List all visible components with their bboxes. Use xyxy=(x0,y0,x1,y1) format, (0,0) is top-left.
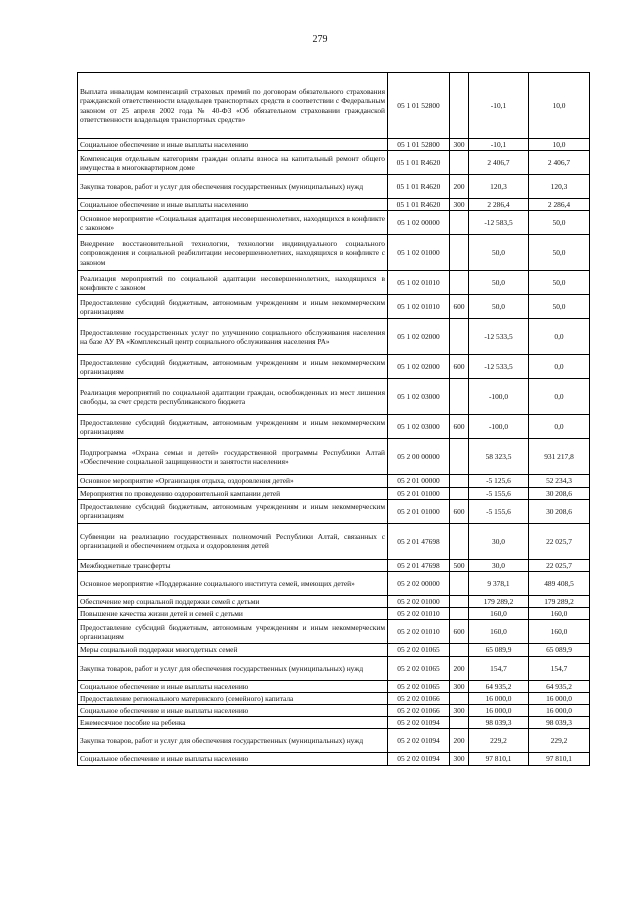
row-value-2: 179 289,2 xyxy=(529,596,590,608)
row-name: Социальное обеспечение и иные выплаты населению xyxy=(78,199,388,211)
row-expense-type: 600 xyxy=(450,295,469,319)
budget-table xyxy=(77,72,590,766)
row-name: Реализация мероприятий по социальной адаптации граждан, освобожденных из мест лишения свободы, за счет средств республиканского бюджета xyxy=(78,379,388,415)
row-expense-type xyxy=(450,608,469,620)
row-name: Социальное обеспечение и иные выплаты населению xyxy=(78,680,388,692)
row-value-2: 50,0 xyxy=(529,211,590,235)
row-code: 05 1 02 03000 xyxy=(388,379,450,415)
table-row xyxy=(78,73,590,139)
row-expense-type: 600 xyxy=(450,415,469,439)
row-expense-type: 600 xyxy=(450,499,469,523)
row-value-1: 50,0 xyxy=(469,295,529,319)
row-name: Социальное обеспечение и иные выплаты населению xyxy=(78,753,388,765)
row-expense-type xyxy=(450,475,469,487)
row-value-2: 10,0 xyxy=(529,139,590,151)
row-value-1: 2 286,4 xyxy=(469,199,529,211)
row-name: Мероприятия по проведению оздоровительной кампании детей xyxy=(78,487,388,499)
row-code: 05 2 02 01010 xyxy=(388,608,450,620)
row-value-1: 98 039,3 xyxy=(469,717,529,729)
row-expense-type xyxy=(450,235,469,271)
row-expense-type xyxy=(450,717,469,729)
row-expense-type xyxy=(450,379,469,415)
table-row xyxy=(78,415,590,439)
row-value-1: 64 935,2 xyxy=(469,680,529,692)
table-row xyxy=(78,139,590,151)
row-name: Основное мероприятие «Организация отдыха, оздоровления детей» xyxy=(78,475,388,487)
row-value-1: -10,1 xyxy=(469,73,529,139)
row-value-2: 30 208,6 xyxy=(529,487,590,499)
row-name: Компенсация отдельным категориям граждан оплаты взноса на капитальный ремонт общего имущества в многоквартирном доме xyxy=(78,151,388,175)
row-value-2: 2 286,4 xyxy=(529,199,590,211)
table-row xyxy=(78,729,590,753)
table-row xyxy=(78,705,590,717)
row-name: Субвенции на реализацию государственных полномочий Республики Алтай, связанных с организацией и обеспечением отдыха и оздоровления детей xyxy=(78,523,388,559)
row-value-1: 30,0 xyxy=(469,523,529,559)
row-name: Меры социальной поддержки многодетных семей xyxy=(78,644,388,656)
row-code: 05 2 02 01065 xyxy=(388,644,450,656)
row-name: Внедрение восстановительной технологии, технологии индивидуального социального сопровождения и социальной реабилитации несовершеннолетних, находящихся в конфликте с законом xyxy=(78,235,388,271)
row-value-1: -10,1 xyxy=(469,139,529,151)
row-code: 05 1 02 01010 xyxy=(388,295,450,319)
row-value-2: 22 025,7 xyxy=(529,559,590,571)
row-code: 05 1 02 01010 xyxy=(388,271,450,295)
row-code: 05 2 01 00000 xyxy=(388,475,450,487)
row-name: Выплата инвалидам компенсаций страховых премий по договорам обязательного страхования гражданской ответственности владельцев транспортных средств в соответствии с Федеральным законом от 25 апреля 2002 года № 40-ФЗ «Об обязательном страховании гражданской ответственности владельцев транспортных средств» xyxy=(78,73,388,139)
row-code: 05 2 02 01094 xyxy=(388,753,450,765)
row-value-2: 160,0 xyxy=(529,608,590,620)
table-row xyxy=(78,475,590,487)
row-name: Подпрограмма «Охрана семьи и детей» государственной программы Республики Алтай «Обеспечение социальной защищенности и занятости населения» xyxy=(78,439,388,475)
row-code: 05 1 02 00000 xyxy=(388,211,450,235)
row-code: 05 1 02 02000 xyxy=(388,355,450,379)
row-value-2: 0,0 xyxy=(529,379,590,415)
row-value-1: -5 125,6 xyxy=(469,475,529,487)
row-name: Закупка товаров, работ и услуг для обеспечения государственных (муниципальных) нужд xyxy=(78,729,388,753)
row-name: Реализация мероприятий по социальной адаптации несовершеннолетних, находящихся в конфликте с законом xyxy=(78,271,388,295)
table-row xyxy=(78,717,590,729)
table-row xyxy=(78,680,590,692)
row-name: Основное мероприятие «Социальная адаптация несовершеннолетних, находящихся в конфликте с законом» xyxy=(78,211,388,235)
row-value-2: 64 935,2 xyxy=(529,680,590,692)
row-name: Предоставление субсидий бюджетным, автономным учреждениям и иным некоммерческим организациям xyxy=(78,355,388,379)
row-expense-type: 300 xyxy=(450,199,469,211)
row-expense-type: 300 xyxy=(450,705,469,717)
row-name: Предоставление субсидий бюджетным, автономным учреждениям и иным некоммерческим организациям xyxy=(78,415,388,439)
row-value-2: 50,0 xyxy=(529,295,590,319)
row-expense-type xyxy=(450,523,469,559)
row-value-1: 120,3 xyxy=(469,175,529,199)
table-row xyxy=(78,753,590,765)
row-code: 05 1 01 52800 xyxy=(388,139,450,151)
row-value-1: 179 289,2 xyxy=(469,596,529,608)
row-expense-type xyxy=(450,439,469,475)
row-value-1: -5 155,6 xyxy=(469,487,529,499)
row-expense-type: 600 xyxy=(450,355,469,379)
row-value-2: 30 208,6 xyxy=(529,499,590,523)
row-value-2: 16 000,0 xyxy=(529,692,590,704)
row-value-1: -12 583,5 xyxy=(469,211,529,235)
row-code: 05 1 02 02000 xyxy=(388,319,450,355)
row-value-1: 50,0 xyxy=(469,235,529,271)
row-code: 05 2 02 01094 xyxy=(388,717,450,729)
row-code: 05 1 02 01000 xyxy=(388,235,450,271)
row-value-2: 2 406,7 xyxy=(529,151,590,175)
row-expense-type xyxy=(450,319,469,355)
row-code: 05 2 02 01065 xyxy=(388,680,450,692)
row-name: Предоставление субсидий бюджетным, автономным учреждениям и иным некоммерческим организациям xyxy=(78,620,388,644)
row-expense-type: 500 xyxy=(450,559,469,571)
table-row xyxy=(78,559,590,571)
row-value-2: 0,0 xyxy=(529,319,590,355)
row-value-2: 52 234,3 xyxy=(529,475,590,487)
row-expense-type xyxy=(450,73,469,139)
row-name: Предоставление субсидий бюджетным, автономным учреждениям и иным некоммерческим организациям xyxy=(78,499,388,523)
table-row xyxy=(78,608,590,620)
row-code: 05 2 02 01066 xyxy=(388,705,450,717)
budget-table-body xyxy=(78,73,590,766)
row-expense-type xyxy=(450,151,469,175)
row-value-1: 229,2 xyxy=(469,729,529,753)
table-row xyxy=(78,235,590,271)
row-value-1: 16 000,0 xyxy=(469,705,529,717)
row-value-1: 16 000,0 xyxy=(469,692,529,704)
row-name: Основное мероприятие «Поддержание социального института семей, имеющих детей» xyxy=(78,572,388,596)
row-name: Межбюджетные трансферты xyxy=(78,559,388,571)
row-expense-type xyxy=(450,211,469,235)
table-row xyxy=(78,319,590,355)
row-value-1: -12 533,5 xyxy=(469,319,529,355)
table-row xyxy=(78,379,590,415)
row-value-1: 9 378,1 xyxy=(469,572,529,596)
row-value-1: 65 089,9 xyxy=(469,644,529,656)
table-row xyxy=(78,211,590,235)
row-value-2: 0,0 xyxy=(529,415,590,439)
row-name: Закупка товаров, работ и услуг для обеспечения государственных (муниципальных) нужд xyxy=(78,175,388,199)
row-expense-type: 600 xyxy=(450,620,469,644)
row-code: 05 2 02 01065 xyxy=(388,656,450,680)
row-code: 05 2 02 01000 xyxy=(388,596,450,608)
table-row xyxy=(78,656,590,680)
row-expense-type xyxy=(450,692,469,704)
row-expense-type xyxy=(450,271,469,295)
row-value-2: 160,0 xyxy=(529,620,590,644)
row-code: 05 2 02 00000 xyxy=(388,572,450,596)
table-row xyxy=(78,620,590,644)
row-expense-type: 200 xyxy=(450,656,469,680)
row-value-1: -100,0 xyxy=(469,379,529,415)
row-code: 05 1 01 52800 xyxy=(388,73,450,139)
row-code: 05 2 02 01094 xyxy=(388,729,450,753)
page-number: 279 xyxy=(312,34,328,45)
row-value-2: 120,3 xyxy=(529,175,590,199)
table-row xyxy=(78,523,590,559)
row-expense-type: 200 xyxy=(450,729,469,753)
row-expense-type xyxy=(450,487,469,499)
row-value-2: 154,7 xyxy=(529,656,590,680)
row-code: 05 2 01 01000 xyxy=(388,487,450,499)
row-code: 05 1 01 R4620 xyxy=(388,175,450,199)
row-value-2: 0,0 xyxy=(529,355,590,379)
row-value-2: 50,0 xyxy=(529,235,590,271)
row-name: Обеспечение мер социальной поддержки семей с детьми xyxy=(78,596,388,608)
row-expense-type xyxy=(450,596,469,608)
table-row xyxy=(78,271,590,295)
row-name: Повышение качества жизни детей и семей с детьми xyxy=(78,608,388,620)
row-expense-type: 300 xyxy=(450,680,469,692)
table-row xyxy=(78,295,590,319)
row-name: Закупка товаров, работ и услуг для обеспечения государственных (муниципальных) нужд xyxy=(78,656,388,680)
row-value-1: 30,0 xyxy=(469,559,529,571)
table-row xyxy=(78,439,590,475)
row-expense-type: 300 xyxy=(450,139,469,151)
row-value-2: 931 217,8 xyxy=(529,439,590,475)
table-row xyxy=(78,644,590,656)
row-value-1: -12 533,5 xyxy=(469,355,529,379)
table-row xyxy=(78,487,590,499)
row-expense-type xyxy=(450,572,469,596)
row-expense-type: 200 xyxy=(450,175,469,199)
table-row xyxy=(78,596,590,608)
row-code: 05 2 01 47698 xyxy=(388,559,450,571)
table-row xyxy=(78,199,590,211)
row-value-2: 229,2 xyxy=(529,729,590,753)
row-value-1: -100,0 xyxy=(469,415,529,439)
table-row xyxy=(78,175,590,199)
row-name: Социальное обеспечение и иные выплаты населению xyxy=(78,139,388,151)
row-code: 05 1 02 03000 xyxy=(388,415,450,439)
row-name: Ежемесячное пособие на ребенка xyxy=(78,717,388,729)
row-value-1: 58 323,5 xyxy=(469,439,529,475)
row-code: 05 2 02 01010 xyxy=(388,620,450,644)
table-row xyxy=(78,692,590,704)
table-row xyxy=(78,572,590,596)
row-value-1: 97 810,1 xyxy=(469,753,529,765)
row-code: 05 2 01 47698 xyxy=(388,523,450,559)
row-code: 05 2 00 00000 xyxy=(388,439,450,475)
row-expense-type xyxy=(450,644,469,656)
row-name: Предоставление регионального материнского (семейного) капитала xyxy=(78,692,388,704)
row-code: 05 1 01 R4620 xyxy=(388,199,450,211)
row-value-1: 154,7 xyxy=(469,656,529,680)
row-value-2: 489 408,5 xyxy=(529,572,590,596)
row-expense-type: 300 xyxy=(450,753,469,765)
row-value-2: 10,0 xyxy=(529,73,590,139)
row-value-2: 50,0 xyxy=(529,271,590,295)
row-value-1: 160,0 xyxy=(469,620,529,644)
table-row xyxy=(78,355,590,379)
row-value-2: 22 025,7 xyxy=(529,523,590,559)
row-value-1: -5 155,6 xyxy=(469,499,529,523)
row-code: 05 1 01 R4620 xyxy=(388,151,450,175)
row-code: 05 2 02 01066 xyxy=(388,692,450,704)
row-value-2: 97 810,1 xyxy=(529,753,590,765)
row-value-2: 65 089,9 xyxy=(529,644,590,656)
row-name: Предоставление субсидий бюджетным, автономным учреждениям и иным некоммерческим организациям xyxy=(78,295,388,319)
row-code: 05 2 01 01000 xyxy=(388,499,450,523)
row-value-1: 50,0 xyxy=(469,271,529,295)
row-value-1: 2 406,7 xyxy=(469,151,529,175)
table-row xyxy=(78,151,590,175)
row-value-2: 16 000,0 xyxy=(529,705,590,717)
row-name: Предоставление государственных услуг по улучшению социального обслуживания населения на базе АУ РА «Комплексный центр социального обслуживания населения РА» xyxy=(78,319,388,355)
row-value-1: 160,0 xyxy=(469,608,529,620)
row-value-2: 98 039,3 xyxy=(529,717,590,729)
table-row xyxy=(78,499,590,523)
row-name: Социальное обеспечение и иные выплаты населению xyxy=(78,705,388,717)
